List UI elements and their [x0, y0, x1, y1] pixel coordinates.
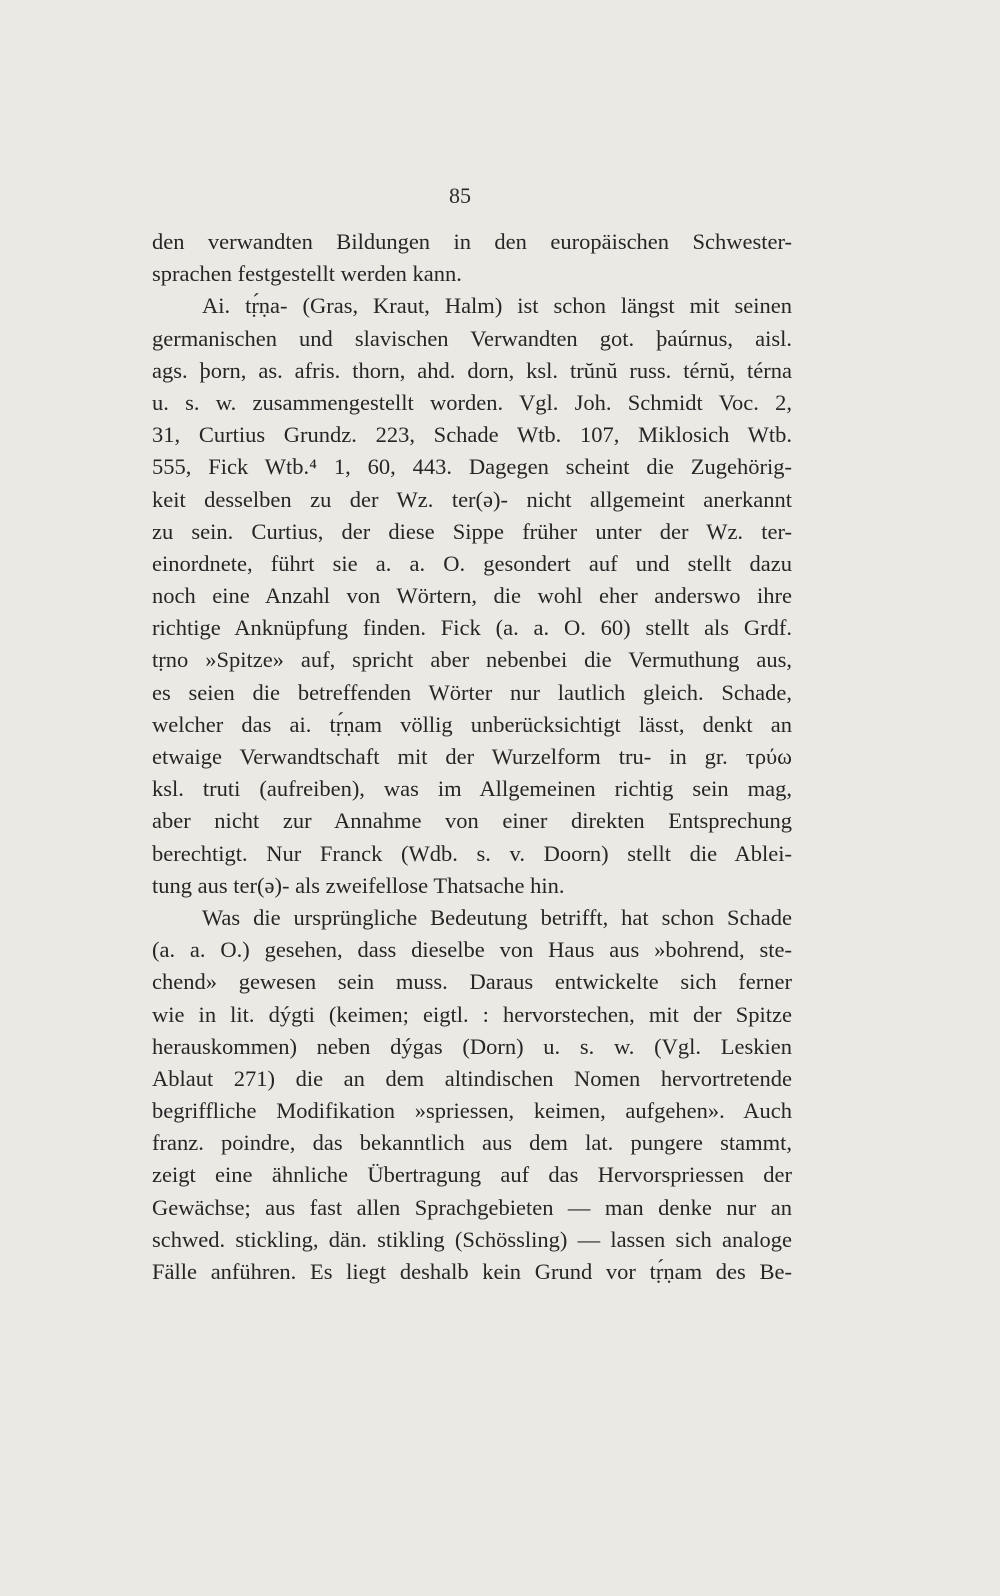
text-line: Gewächse; aus fast allen Sprachgebieten — man denke nur an [152, 1194, 792, 1220]
text-line: begriffliche Modifikation »spriessen, keimen, aufgehen». Auch [152, 1098, 792, 1124]
text-line: Ablaut 271) die an dem altindischen Nomen hervortretende [152, 1065, 792, 1091]
text-line: Ai. tṛ́ṇa- (Gras, Kraut, Halm) ist schon längst mit seinen [202, 293, 792, 319]
text-line: keit desselben zu der Wz. ter(ə)- nicht allgemeint anerkannt [152, 486, 792, 512]
text-line: Was die ursprüngliche Bedeutung betrifft, hat schon Schade [202, 904, 792, 930]
text-line: Fälle anführen. Es liegt deshalb kein Grund vor tṛ́ṇam des Be- [152, 1259, 792, 1284]
text-line: einordnete, führt sie a. a. O. gesondert auf und stellt dazu [152, 550, 792, 576]
text-line: sprachen festgestellt werden kann. [152, 261, 462, 287]
text-line: noch eine Anzahl von Wörtern, die wohl eher anderswo ihre [152, 583, 792, 609]
text-line: welcher das ai. tṛ́ṇam völlig unberücksichtigt lässt, denkt an [152, 711, 792, 737]
text-line: ksl. truti (aufreiben), was im Allgemeinen richtig sein mag, [152, 776, 792, 802]
page-number: 85 [449, 183, 471, 208]
text-line: etwaige Verwandtschaft mit der Wurzelform tru- in gr. τρύω [152, 744, 792, 769]
text-line: den verwandten Bildungen in den europäischen Schwester- [152, 229, 792, 254]
text-line: herauskommen) neben dýgas (Dorn) u. s. w. (Vgl. Leskien [152, 1033, 792, 1059]
text-line: 555, Fick Wtb.⁴ 1, 60, 443. Dagegen scheint die Zugehörig- [152, 454, 792, 480]
text-line: berechtigt. Nur Franck (Wdb. s. v. Doorn) stellt die Ablei- [152, 840, 792, 866]
body-text [152, 226, 792, 1288]
text-line: aber nicht zur Annahme von einer direkten Entsprechung [152, 808, 792, 834]
text-line: wie in lit. dýgti (keimen; eigtl. : hervorstechen, mit der Spitze [152, 1001, 792, 1027]
text-line: es seien die betreffenden Wörter nur lautlich gleich. Schade, [152, 679, 792, 705]
text-line: tṛno »Spitze» auf, spricht aber nebenbei die Vermuthung aus, [152, 647, 792, 673]
text-line: ags. þorn, as. afris. thorn, ahd. dorn, ksl. trŭnŭ russ. térnŭ, térna [152, 357, 792, 383]
text-line: zu sein. Curtius, der diese Sippe früher unter der Wz. ter- [152, 518, 792, 544]
text-line: zeigt eine ähnliche Übertragung auf das Hervorspriessen der [152, 1162, 792, 1188]
text-line: tung aus ter(ə)- als zweifellose Thatsache hin. [152, 872, 565, 898]
text-line: franz. poindre, das bekanntlich aus dem lat. pungere stammt, [152, 1130, 792, 1156]
text-line: chend» gewesen sein muss. Daraus entwickelte sich ferner [152, 969, 792, 995]
text-line: 31, Curtius Grundz. 223, Schade Wtb. 107, Miklosich Wtb. [152, 422, 792, 448]
text-line: richtige Anknüpfung finden. Fick (a. a. O. 60) stellt als Grdf. [152, 615, 792, 641]
text-line: schwed. stickling, dän. stikling (Schössling) — lassen sich analoge [152, 1226, 792, 1252]
text-line: (a. a. O.) gesehen, dass dieselbe von Haus aus »bohrend, ste- [152, 937, 792, 963]
text-line: u. s. w. zusammengestellt worden. Vgl. Joh. Schmidt Voc. 2, [152, 389, 792, 415]
text-line: germanischen und slavischen Verwandten got. þaúrnus, aisl. [152, 325, 792, 351]
